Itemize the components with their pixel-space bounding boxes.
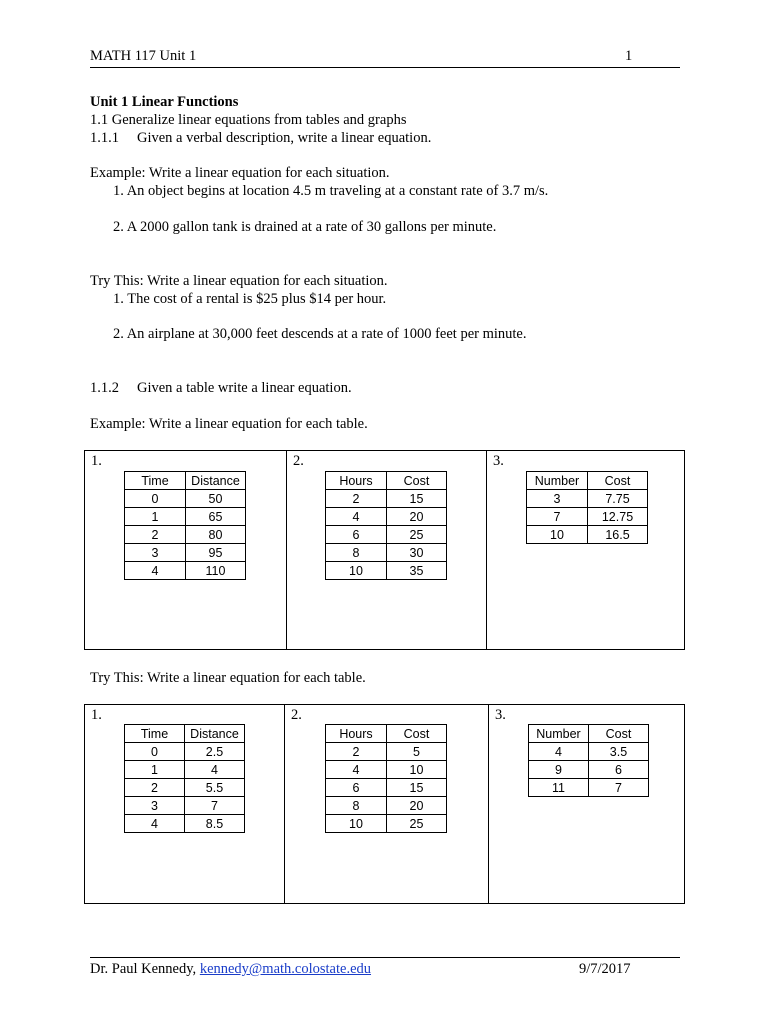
table-row bbox=[326, 779, 447, 797]
table-header: Cost bbox=[589, 725, 649, 743]
table-example-data-2 bbox=[325, 471, 447, 580]
table-cell: 25 bbox=[387, 815, 447, 833]
table-cell: 7 bbox=[527, 508, 588, 526]
table-example-label-1: 1. bbox=[91, 453, 102, 469]
header-rule bbox=[90, 67, 680, 68]
verbal-example-intro: Example: Write a linear equation for each situation. bbox=[90, 165, 390, 181]
table-example-cell-1 bbox=[85, 451, 286, 649]
table-header: Distance bbox=[185, 725, 245, 743]
table-cell: 10 bbox=[387, 761, 447, 779]
verbal-example-item-2: 2. A 2000 gallon tank is drained at a rate of 30 gallons per minute. bbox=[113, 219, 497, 235]
table-cell: 95 bbox=[186, 544, 246, 562]
table-row bbox=[529, 779, 649, 797]
table-cell: 9 bbox=[529, 761, 589, 779]
footer-date: 9/7/2017 bbox=[579, 961, 631, 977]
unit-title: Unit 1 Linear Functions bbox=[90, 94, 239, 110]
table-example-label-2: 2. bbox=[293, 453, 304, 469]
footer-author: Dr. Paul Kennedy, bbox=[90, 961, 200, 977]
table-header: Cost bbox=[387, 725, 447, 743]
table-cell: 8 bbox=[326, 797, 387, 815]
table-cell: 3 bbox=[125, 797, 185, 815]
table-row bbox=[529, 761, 649, 779]
table-cell: 4 bbox=[326, 761, 387, 779]
section-1-1: 1.1 Generalize linear equations from tables and graphs bbox=[90, 112, 407, 128]
table-example-data-1 bbox=[124, 471, 246, 580]
table-row bbox=[326, 761, 447, 779]
verbal-try-item-2: 2. An airplane at 30,000 feet descends at a rate of 1000 feet per minute. bbox=[113, 326, 527, 342]
table-try-cell-3 bbox=[488, 705, 684, 903]
table-cell: 2.5 bbox=[185, 743, 245, 761]
table-row bbox=[527, 490, 648, 508]
table-row bbox=[125, 761, 245, 779]
verbal-try-item-1: 1. The cost of a rental is $25 plus $14 per hour. bbox=[113, 291, 387, 307]
footer-author-line bbox=[90, 960, 371, 978]
table-try-cell-1 bbox=[85, 705, 284, 903]
table-header: Hours bbox=[326, 725, 387, 743]
table-cell: 4 bbox=[125, 815, 185, 833]
table-row bbox=[125, 815, 245, 833]
table-cell: 2 bbox=[125, 779, 185, 797]
table-row bbox=[326, 526, 447, 544]
table-header: Distance bbox=[186, 472, 246, 490]
table-cell: 11 bbox=[529, 779, 589, 797]
table-cell: 65 bbox=[186, 508, 246, 526]
table-row bbox=[125, 743, 245, 761]
table-cell: 6 bbox=[326, 526, 387, 544]
table-cell: 25 bbox=[387, 526, 447, 544]
table-cell: 5 bbox=[387, 743, 447, 761]
section-1-1-2-text: Given a table write a linear equation. bbox=[137, 380, 352, 396]
table-cell: 3.5 bbox=[589, 743, 649, 761]
section-1-1-2-number: 1.1.2 bbox=[90, 380, 119, 396]
table-cell: 2 bbox=[326, 743, 387, 761]
table-cell: 20 bbox=[387, 797, 447, 815]
table-cell: 50 bbox=[186, 490, 246, 508]
table-header: Cost bbox=[588, 472, 648, 490]
table-cell: 3 bbox=[125, 544, 186, 562]
table-header: Number bbox=[527, 472, 588, 490]
table-cell: 7 bbox=[185, 797, 245, 815]
table-try-data-2 bbox=[325, 724, 447, 833]
table-cell: 12.75 bbox=[588, 508, 648, 526]
table-try-cell-2 bbox=[284, 705, 488, 903]
table-row bbox=[125, 526, 246, 544]
table-cell: 16.5 bbox=[588, 526, 648, 544]
table-header: Number bbox=[529, 725, 589, 743]
table-row bbox=[326, 815, 447, 833]
table-cell: 0 bbox=[125, 743, 185, 761]
table-cell: 20 bbox=[387, 508, 447, 526]
table-example-label-3: 3. bbox=[493, 453, 504, 469]
table-cell: 2 bbox=[326, 490, 387, 508]
table-header: Cost bbox=[387, 472, 447, 490]
table-row bbox=[125, 508, 246, 526]
table-try-intro: Try This: Write a linear equation for each table. bbox=[90, 670, 366, 686]
footer-email-link[interactable]: kennedy@math.colostate.edu bbox=[199, 961, 372, 977]
table-example-cell-2 bbox=[286, 451, 486, 649]
table-cell: 15 bbox=[387, 779, 447, 797]
table-cell: 30 bbox=[387, 544, 447, 562]
verbal-example-item-1: 1. An object begins at location 4.5 m traveling at a constant rate of 3.7 m/s. bbox=[113, 183, 549, 199]
table-row bbox=[326, 743, 447, 761]
section-1-1-1-number: 1.1.1 bbox=[90, 130, 119, 146]
table-row bbox=[326, 508, 447, 526]
table-row bbox=[527, 508, 648, 526]
table-cell: 6 bbox=[589, 761, 649, 779]
table-try-data-3 bbox=[528, 724, 649, 797]
table-try-label-1: 1. bbox=[91, 707, 102, 723]
table-cell: 4 bbox=[529, 743, 589, 761]
table-cell: 10 bbox=[326, 562, 387, 580]
table-row bbox=[125, 797, 245, 815]
table-cell: 7.75 bbox=[588, 490, 648, 508]
table-example-cell-3 bbox=[486, 451, 684, 649]
table-cell: 1 bbox=[125, 508, 186, 526]
page-number: 1 bbox=[625, 48, 633, 64]
table-cell: 8.5 bbox=[185, 815, 245, 833]
table-cell: 6 bbox=[326, 779, 387, 797]
table-try-label-3: 3. bbox=[495, 707, 506, 723]
table-header: Hours bbox=[326, 472, 387, 490]
table-cell: 15 bbox=[387, 490, 447, 508]
section-1-1-1-text: Given a verbal description, write a linear equation. bbox=[137, 130, 432, 146]
table-row bbox=[326, 544, 447, 562]
table-row bbox=[125, 490, 246, 508]
table-cell: 1 bbox=[125, 761, 185, 779]
table-example-data-3 bbox=[526, 471, 648, 544]
table-cell: 3 bbox=[527, 490, 588, 508]
table-cell: 5.5 bbox=[185, 779, 245, 797]
table-example-intro: Example: Write a linear equation for each table. bbox=[90, 416, 368, 432]
table-cell: 10 bbox=[326, 815, 387, 833]
table-example-box bbox=[84, 450, 685, 650]
table-cell: 80 bbox=[186, 526, 246, 544]
table-row bbox=[125, 562, 246, 580]
header-course: MATH 117 Unit 1 bbox=[90, 48, 197, 64]
table-cell: 110 bbox=[186, 562, 246, 580]
table-try-box bbox=[84, 704, 685, 904]
table-cell: 4 bbox=[125, 562, 186, 580]
table-cell: 7 bbox=[589, 779, 649, 797]
table-cell: 4 bbox=[185, 761, 245, 779]
table-cell: 0 bbox=[125, 490, 186, 508]
table-header: Time bbox=[125, 472, 186, 490]
table-row bbox=[125, 544, 246, 562]
table-try-data-1 bbox=[124, 724, 245, 833]
table-cell: 2 bbox=[125, 526, 186, 544]
table-row bbox=[125, 779, 245, 797]
table-cell: 8 bbox=[326, 544, 387, 562]
footer-rule bbox=[90, 957, 680, 958]
table-row bbox=[326, 562, 447, 580]
table-cell: 4 bbox=[326, 508, 387, 526]
table-header: Time bbox=[125, 725, 185, 743]
table-row bbox=[529, 743, 649, 761]
table-row bbox=[527, 526, 648, 544]
table-row bbox=[326, 490, 447, 508]
table-row bbox=[326, 797, 447, 815]
verbal-try-intro: Try This: Write a linear equation for each situation. bbox=[90, 273, 388, 289]
table-cell: 35 bbox=[387, 562, 447, 580]
table-cell: 10 bbox=[527, 526, 588, 544]
table-try-label-2: 2. bbox=[291, 707, 302, 723]
